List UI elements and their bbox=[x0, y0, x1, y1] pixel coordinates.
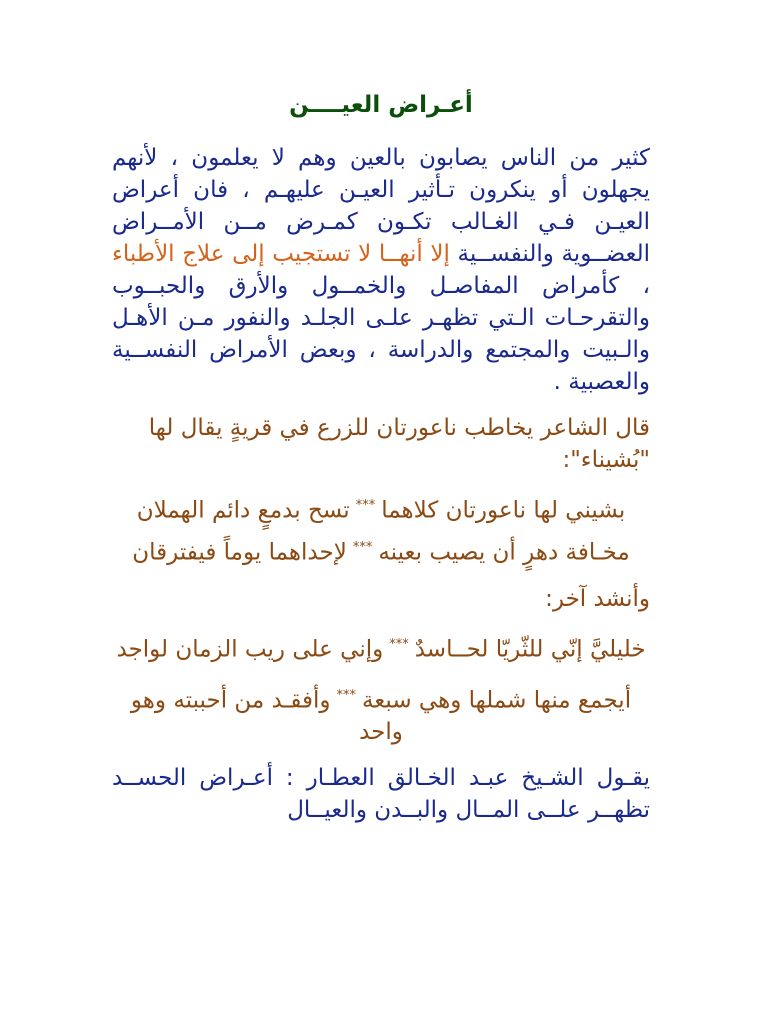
verse-2 bbox=[112, 532, 650, 569]
poet-intro: قال الشاعر يخاطب ناعورتان للزرع في قريةٍ يقال لها "بُشيناء": bbox=[148, 414, 650, 473]
verse-4-first-hemistich: أيجمع منها شملها وهي سبعة bbox=[361, 687, 632, 714]
intro-text-part-1: كثير من الناس يصابون بالعين وهم لا يعلمون ، لأنهم يجهلون أو ينكرون تـأثير العيـن عليهـم ، فان أعراض العيـن فـي الغـالب تكـون كمـرض مــن الأمــراض العضــوية والنفســية bbox=[112, 144, 651, 267]
verse-1-separator: *** bbox=[355, 497, 376, 513]
intro-paragraph bbox=[112, 142, 650, 398]
verse-2-separator: *** bbox=[352, 540, 373, 556]
closing-paragraph: يقـول الشـيخ عبـد الخـالق العطـار : أعـراض الحســد تظهــر علــى المــال والبــدن والعيــال bbox=[112, 765, 650, 824]
verse-1 bbox=[112, 490, 650, 527]
intro-text-part-2: ، كأمراض المفاصـل والخمــول والأرق والحبــوب والتقرحـات الـتي تظهـر علـى الجلـد والنفور مـن الأهـل والـبيت والمجتمع والدراسة ، وبعض الأمراض النفســية والعصبية . bbox=[112, 272, 650, 395]
verse-3 bbox=[112, 629, 650, 666]
verse-2-first-hemistich: مخـافة دهرٍ أن يصيب بعينه bbox=[378, 539, 630, 566]
verse-3-separator: *** bbox=[389, 636, 409, 652]
verse-4-separator: *** bbox=[336, 687, 356, 703]
verse-4-second-hemistich: وأفقـد من أحببته وهو واحد bbox=[130, 687, 403, 746]
verse-4 bbox=[112, 680, 650, 749]
verse-3-first-hemistich: خليليَّ إنّي للثّريّا لحــاسدٌ bbox=[414, 636, 646, 663]
verse-1-second-hemistich: تسح بدمعٍ دائم الهملان bbox=[136, 497, 350, 524]
verse-1-first-hemistich: بشيني لها ناعورتان كلاهما bbox=[381, 497, 626, 524]
verse-2-second-hemistich: لإحداهما يوماً فيفترقان bbox=[132, 539, 347, 566]
verse-3-second-hemistich: وإني على ريب الزمان لواجد bbox=[116, 636, 384, 663]
page-title: أعـراض العيــــن bbox=[289, 92, 473, 118]
intro-highlight: إلا أنهــا لا تستجيب إلى علاج الأطباء bbox=[112, 240, 450, 267]
another-poet-intro: وأنشد آخر: bbox=[545, 585, 650, 612]
